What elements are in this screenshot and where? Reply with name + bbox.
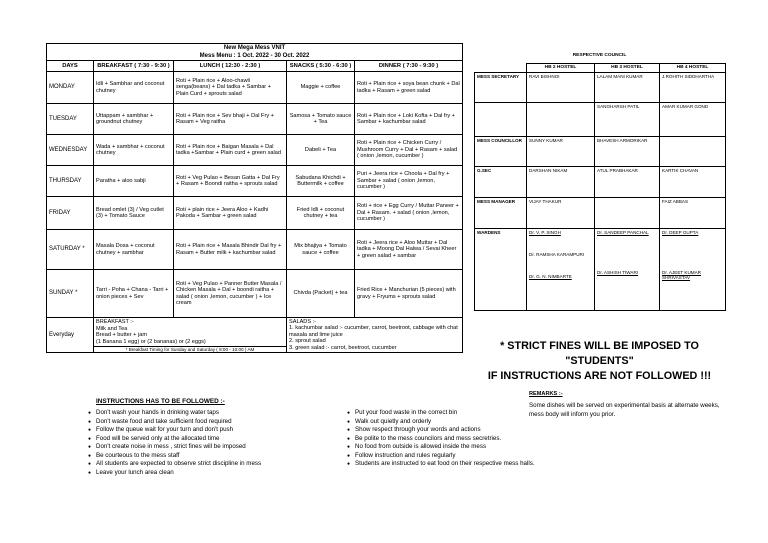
dinner-cell: Roti + Jeera rice + Aloo Muttar + Dal tadka + Moong Dal Halwa / Sevai Kheer + green salad + sambar xyxy=(355,230,463,270)
day-cell: FRIDAY xyxy=(47,197,94,230)
day-cell: MONDAY xyxy=(47,72,94,104)
day-cell: SATURDAY * xyxy=(47,230,94,270)
salads-cell xyxy=(287,318,463,353)
lunch-cell: Roti + Veg Pulao + Panner Butter Masala / Chicken Masala + Dal + boondi raitha + salad ( onion ,lemon, cucumber ) + Ice cream xyxy=(174,270,287,318)
header-dinner: DINNER ( 7:30 - 9:30 ) xyxy=(355,61,463,72)
instruction-item: ● Don't waste food and take sufficient food required xyxy=(88,418,261,427)
breakfast-cell: Uttappam + sambhar + groundnut chutney xyxy=(94,104,174,135)
everyday-item: Milk and Tea xyxy=(96,325,128,332)
instruction-item: ● Leave your lunch area clean xyxy=(88,469,261,478)
breakfast-cell: Paratha + aloo sabji xyxy=(94,166,174,197)
instruction-item: ● Food will be served only at the allocated time xyxy=(88,435,261,444)
dinner-cell: Roti + Plain rice + Chicken Curry / Mushroom Curry + Dal + Rasam + salad ( onion ,lemon, cucumber ) xyxy=(355,135,463,166)
council-name: KARTIK CHAVAN xyxy=(660,166,726,197)
lunch-cell: Roti + Plain rice + Sev bhaji + Dal Fry + Rasam + Veg raitha xyxy=(174,104,287,135)
breakfast-cell: Tarri - Poha + Chana - Tarri + onion pieces + Sev xyxy=(94,270,174,318)
lunch-cell: Roti + Plain rice + Baigan Masala + Dal tadka +Sambar + Plain curd + green salad xyxy=(174,135,287,166)
dinner-cell: Fried Rice + Manchurian (5 pieces) with gravy + Fryums + sprouts salad xyxy=(355,270,463,318)
council-name: SANGHARSH PATIL xyxy=(595,102,660,136)
warden-name: Dr. AJEET KUMAR SHRIVASTAV xyxy=(662,269,701,280)
menu-row-wednesday xyxy=(47,135,463,166)
instruction-item: ● Be courteous to the mess staff xyxy=(88,452,261,461)
mess-secretary-label: MESS SECRETARY xyxy=(475,72,527,102)
hostel-hb3: HB 3 HOSTEL xyxy=(595,64,660,73)
strict-fines-notice xyxy=(474,332,725,382)
menu-row-saturday xyxy=(47,230,463,270)
council-name: FAIZ ABBAS xyxy=(660,197,726,228)
day-cell: SUNDAY * xyxy=(47,270,94,318)
council-name: DARSHAN NIKAM xyxy=(527,166,595,197)
mess-manager-label: MESS MANAGER xyxy=(475,197,527,228)
day-cell: THURSDAY xyxy=(47,166,94,197)
council-name: J.ROHITH SIDDHARTHA xyxy=(660,72,726,102)
hostel-hb4: HB 4 HOSTEL xyxy=(660,64,726,73)
wardens-label: WARDENS xyxy=(475,228,527,310)
instruction-item: ● Be polite to the mess councilors and mess secretries. xyxy=(347,435,535,444)
warden-name: Dr. G. N. NIMBARTE xyxy=(529,273,572,279)
lunch-cell: Roti + Plain rice + Aloo-chawli senga(beans) + Dal tadka + Sambar + Plain Curd + sprouts salad xyxy=(174,72,287,104)
hostel-hb2: HB 2 HOSTEL xyxy=(527,64,595,73)
menu-row-tuesday xyxy=(47,104,463,135)
instruction-item: ● Follow instruction and rules regularly xyxy=(347,452,535,461)
everyday-item: BREAKFAST :- xyxy=(96,319,134,326)
council-name xyxy=(527,102,595,136)
council-name: AMAR KUMAR GOND xyxy=(660,102,726,136)
council-name: RAVI BISHNOI xyxy=(527,72,595,102)
menu-row-friday xyxy=(47,197,463,230)
snacks-cell: Sabudana Khichdi + Buttermilk + coffee xyxy=(287,166,355,197)
dinner-cell: Roti + Plain rice + soya bean chunk + Dal tadka + Rasam + green salad xyxy=(355,72,463,104)
council-name: VIJAY THAKUR xyxy=(527,197,595,228)
wardens-col-hb4 xyxy=(660,228,726,310)
day-cell: TUESDAY xyxy=(47,104,94,135)
snacks-cell: Samosa + Tomato sauce + Tea xyxy=(287,104,355,135)
menu-title: New Mega Mess VNIT xyxy=(47,44,463,53)
breakfast-cell: Masala Dosa + coconut chutney + sambhar xyxy=(94,230,174,270)
menu-row-everyday xyxy=(47,318,463,347)
everyday-label: Everyday xyxy=(47,318,94,353)
dinner-cell: Roti + rice + Egg Curry / Muttar Paneer + Dal + Rasam. + salad ( onion ,lemon, cucumber ) xyxy=(355,197,463,230)
instruction-item: ● Show respect through your words and actions xyxy=(347,426,535,435)
salad-item: 3. green salad :- carrot, beetroot, cucumber xyxy=(289,344,397,351)
dinner-cell: Puri + Jeera rice + Choola + Dal fry + Sambar + salad ( onion ,lemon, cucumber ) xyxy=(355,166,463,197)
menu-subtitle: Mess Menu : 1 Oct. 2022 - 30 Oct. 2022 xyxy=(47,52,463,61)
header-breakfast: BREAKFAST ( 7:30 - 9:30 ) xyxy=(94,61,174,72)
gsec-label: G.SEC xyxy=(475,166,527,197)
snacks-cell: Chivda (Packet) + tea xyxy=(287,270,355,318)
instruction-item: ● Don't create noise in mess , strict fines will be imposed xyxy=(88,443,261,452)
everyday-item: (1 Banana 1 egg) or (2 bananas) or (2 eggs) xyxy=(96,338,206,345)
warden-name: Dr. SANDEEP PANCHAL xyxy=(597,229,649,235)
breakfast-cell: Wada + sambhar + coconut chutney xyxy=(94,135,174,166)
snacks-cell: Dabeli + Tea xyxy=(287,135,355,166)
dinner-cell: Roti + Plain rice + Loki Kofta + Dal fry + Sambar + kachumbar salad xyxy=(355,104,463,135)
remarks-title: REMARKS :- xyxy=(529,391,563,397)
salad-item: 2. sprout salad xyxy=(289,338,326,345)
mess-councillor-label: MESS COUNCILLOR xyxy=(475,136,527,166)
lunch-cell: Roti + Plain rice + Masala Bhindir Dal fry + Rasam + Butter milk + kachumbar salad xyxy=(174,230,287,270)
instruction-item: ● Students are instructed to eat food on their respective mess halls. xyxy=(347,460,535,469)
council-name xyxy=(595,197,660,228)
snacks-cell: Mix bhajiya + Tomato sauce + coffee xyxy=(287,230,355,270)
salad-item: 1. kachumbar salad :- cucumber, carrot, beetroot, cabbage with chat masala and lime juice xyxy=(289,325,458,338)
council-title: RESPECTIVE COUNCIL xyxy=(572,53,627,58)
everyday-breakfast xyxy=(94,318,287,347)
council-name: SUNNY KUMAR xyxy=(527,136,595,166)
instruction-item: ● All students are expected to observe strict discipline in mess xyxy=(88,460,261,469)
snacks-cell: Maggie + coffee xyxy=(287,72,355,104)
instruction-item: ● No food from outside is allowed inside the mess xyxy=(347,443,535,452)
warden-name: Dr. V. P. SINGH xyxy=(529,229,561,235)
instruction-item: ● Put your food waste in the correct bin xyxy=(347,409,535,418)
menu-row-sunday xyxy=(47,270,463,318)
warden-name: Dr. ASHISH TIWARI xyxy=(597,269,639,275)
instruction-item: ● Walk out quietly and orderly xyxy=(347,418,535,427)
fine-line-2: IF INSTRUCTIONS ARE NOT FOLLOWED !!! xyxy=(487,370,712,382)
instructions-title: INSTRUCTIONS HAS TO BE FOLLOWED :- xyxy=(96,398,225,405)
day-cell: WEDNESDAY xyxy=(47,135,94,166)
header-snacks: SNACKS ( 5:30 - 6:30 ) xyxy=(287,61,355,72)
wardens-col-hb2 xyxy=(527,228,595,310)
instructions-list-left xyxy=(88,409,261,477)
council-name xyxy=(660,136,726,166)
salad-item: SALADS :- xyxy=(289,319,317,325)
instruction-item: ● Follow the queue wait for your turn and don't push xyxy=(88,426,261,435)
lunch-cell: Roti + plain rice + Jeera Aloo + Kadhi Pakoda + Sambar + green salad xyxy=(174,197,287,230)
header-lunch: LUNCH ( 12:30 - 2:30 ) xyxy=(174,61,287,72)
council-table xyxy=(474,63,726,311)
council-name: LALAM MANI KUMAR xyxy=(595,72,660,102)
menu-row-monday xyxy=(47,72,463,104)
council-name: BHAVESH ARMORIKAR xyxy=(595,136,660,166)
wardens-col-hb3 xyxy=(595,228,660,310)
instructions-list-right xyxy=(347,409,535,469)
fine-line-1: * STRICT FINES WILL BE IMPOSED TO "STUDENTS" xyxy=(500,340,699,367)
menu-row-thursday xyxy=(47,166,463,197)
breakfast-cell: Idli + Sambhar and coconut chutney xyxy=(94,72,174,104)
council-name: ATUL PRABHAKAR xyxy=(595,166,660,197)
lunch-cell: Roti + Veg Pulao + Besan Gatta + Dal Fry + Rasam + Boondi raitha + sprouts salad xyxy=(174,166,287,197)
breakfast-timing-note: * Breakfast Timing for Sunday and Saturday ( 8:00 - 10:00 ) AM xyxy=(94,346,287,353)
header-days: DAYS xyxy=(47,61,94,72)
remarks-text: Some dishes will be served on experimental basis at alternate weeks, mess body will inform you prior. xyxy=(529,402,720,418)
breakfast-cell: Bread omlet (3) / Veg cutlet (3) + Tomato Sauce xyxy=(94,197,174,230)
warden-name: Dr. RAMSHA KARAMPURI xyxy=(529,251,585,257)
instruction-item: ● Don't wash your hands in drinking water taps xyxy=(88,409,261,418)
warden-name: Dr. DEEP GUPTA xyxy=(662,229,699,235)
everyday-item: Bread + butter + jam xyxy=(96,332,147,339)
mess-menu-table xyxy=(46,43,463,353)
snacks-cell: Fried Idli + coconut chutney + tea xyxy=(287,197,355,230)
